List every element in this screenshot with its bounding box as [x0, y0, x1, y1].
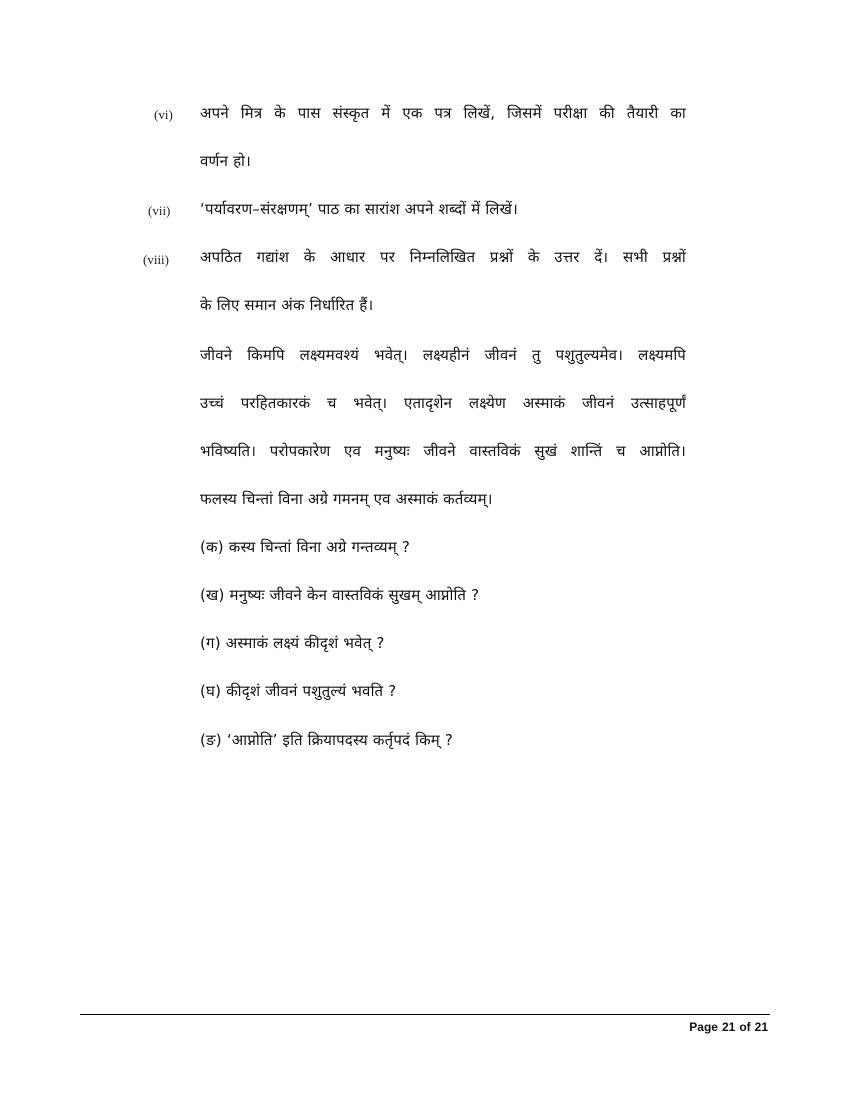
passage-line-4: फलस्य चिन्तां विना अग्रे गमनम् एव अस्माकं कर्तव्यम्।	[200, 490, 493, 508]
sub-question-ga: (ग) अस्माकं लक्ष्यं कीदृशं भवेत् ?	[200, 634, 385, 652]
question-viii-line-2: के लिए समान अंक निर्धारित हैं।	[200, 296, 374, 314]
sub-question-ka: (क) कस्य चिन्तां विना अग्रे गन्तव्यम् ?	[200, 538, 411, 556]
passage-line-1: जीवने किमपि लक्ष्यमवश्यं भवेत्। लक्ष्यहीनं जीवनं तु पशुतुल्यमेव। लक्ष्यमपि	[200, 346, 686, 364]
passage-line-3: भविष्यति। परोपकारेण एव मनुष्यः जीवने वास्तविकं सुखं शान्तिं च आप्नोति।	[200, 442, 686, 460]
question-vi-line-2: वर्णन हो।	[200, 152, 252, 170]
sub-question-kha: (ख) मनुष्यः जीवने केन वास्तविकं सुखम् आप्नोति ?	[200, 586, 480, 604]
question-number-vii: (vii)	[148, 203, 171, 218]
footer-of-word: of	[739, 1020, 751, 1034]
footer-divider	[80, 1014, 770, 1015]
footer-total-pages: 21	[754, 1020, 768, 1034]
sub-question-gha: (घ) कीदृशं जीवनं पशुतुल्यं भवति ?	[200, 682, 397, 700]
sub-question-nga: (ङ) ‘आप्नोति’ इति क्रियापदस्य कर्तृपदं किम् ?	[200, 731, 454, 749]
footer-page-word: Page	[689, 1020, 718, 1034]
question-viii-line-1: अपठित गद्यांश के आधार पर निम्नलिखित प्रश्नों के उत्तर दें। सभी प्रश्नों	[200, 248, 686, 266]
passage-line-2: उच्चं परहितकारकं च भवेत्। एतादृशेन लक्ष्येण अस्माकं जीवनं उत्साहपूर्णं	[200, 394, 686, 412]
question-vi-line-1: अपने मित्र के पास संस्कृत में एक पत्र लिखें, जिसमें परीक्षा की तैयारी का	[200, 104, 686, 122]
question-vii-line-1: ‘पर्यावरण–संरक्षणम्’ पाठ का सारांश अपने शब्दों में लिखें।	[200, 200, 518, 218]
question-number-viii: (viii)	[143, 252, 169, 267]
footer-current-page: 21	[721, 1020, 736, 1034]
question-number-vi: (vi)	[154, 107, 173, 122]
page-footer	[689, 1020, 768, 1034]
